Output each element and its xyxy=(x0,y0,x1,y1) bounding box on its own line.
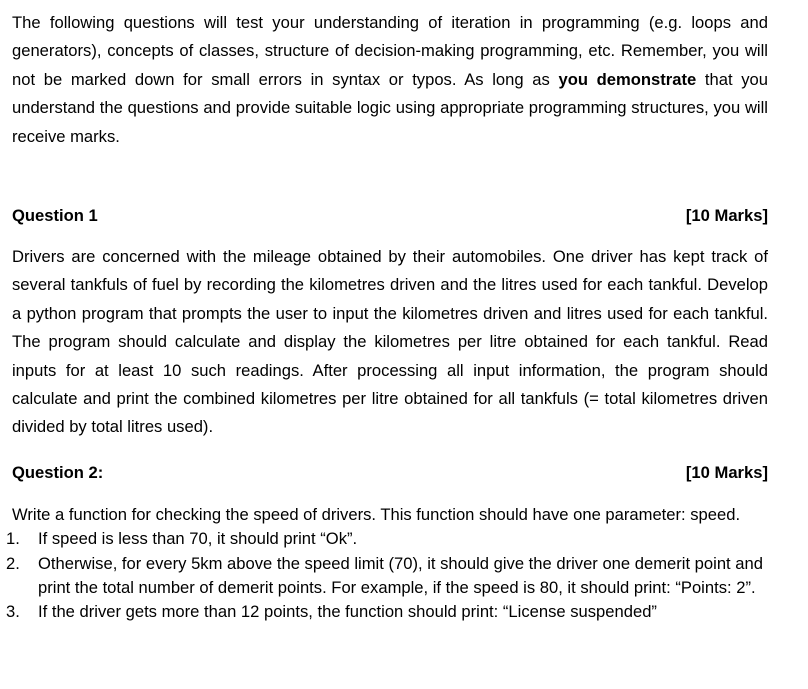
question-1-marks: [10 Marks] xyxy=(685,206,768,226)
intro-text-part1: The following questions will test your understanding of iteration in programming (e.g. loops and generators), concepts of classes, structure of decision-making programming, etc. Remember, you will not be marked down for small errors in syntax or typos. As long as xyxy=(12,13,768,89)
rule-marker-2: 2. xyxy=(6,553,20,573)
intro-text-part2: that you understand the questions and provide suitable logic using appropriate programming structures, you will receive marks. xyxy=(12,69,769,146)
intro-paragraph xyxy=(12,9,768,151)
question-2-body: Write a function for checking the speed of drivers. This function should have one parameter: speed. xyxy=(12,504,741,524)
intro-bold-you: you xyxy=(558,69,588,89)
rule-item-1 xyxy=(6,527,768,551)
rule-marker-1: 1. xyxy=(6,529,20,549)
rule-text-1: If speed is less than 70, it should print “Ok”. xyxy=(38,529,358,549)
question-2-title: Question 2: xyxy=(12,462,104,482)
question-2-heading xyxy=(12,461,768,485)
question-2-rules-list xyxy=(6,527,768,624)
question-2-marks: [10 Marks] xyxy=(685,462,768,482)
question-1-title: Question 1 xyxy=(12,206,98,226)
rule-text-3: If the driver gets more than 12 points, the function should print: “License suspended” xyxy=(38,601,657,621)
rule-item-2 xyxy=(6,552,768,600)
intro-bold-demonstrate: demonstrate xyxy=(596,69,697,89)
rule-marker-3: 3. xyxy=(6,601,20,621)
rule-item-3 xyxy=(6,600,768,624)
question-1-heading xyxy=(12,204,768,228)
question-1-body: Drivers are concerned with the mileage obtained by their automobiles. One driver has kept track of several tankfuls of fuel by recording the kilometres driven and the litres used for each tankful. Develop a python program that prompts the user to input the kilometres driven and litres used for each tankful. The program should calculate and display the kilometres per litre obtained for each tankful. Read inputs for at least 10 such readings. After processing all input information, the program should calculate and print the combined kilometres per litre obtained for all tankfuls (= total kilometres driven divided by total litres used). xyxy=(12,247,768,437)
rule-text-2: Otherwise, for every 5km above the speed limit (70), it should give the driver one demerit point and print the total number of demerit points. For example, if the speed is 80, it should print: “Points: 2”. xyxy=(38,553,763,597)
